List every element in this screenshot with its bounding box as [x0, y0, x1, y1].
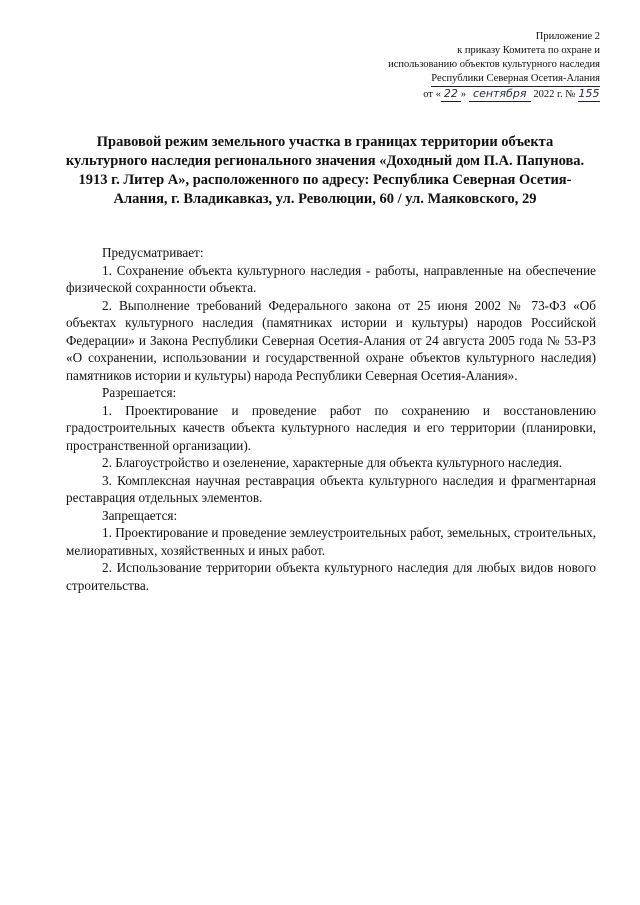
paragraph: 1. Проектирование и проведение работ по сохранению и восстановлению градостроительных качеств объекта культурного наследия и его территории (планировки, пространственной организации).	[66, 402, 596, 453]
republic-name	[320, 72, 600, 87]
order-reference: к приказу Комитета по охране и	[457, 45, 600, 56]
order-month: сентября	[469, 87, 531, 102]
date-mid: »	[460, 89, 467, 100]
date-prefix: от «	[423, 89, 441, 100]
order-year: 2022 г. №	[533, 89, 576, 100]
order-day: 22	[441, 87, 461, 102]
appendix-header	[320, 30, 600, 102]
paragraph: 2. Использование территории объекта культурного наследия для любых видов нового строительства.	[66, 560, 596, 593]
order-number: 155	[578, 87, 600, 100]
paragraph: 1. Сохранение объекта культурного наследия - работы, направленные на обеспечение физической сохранности объекта.	[66, 262, 596, 295]
paragraph: 2. Благоустройство и озеленение, характерные для объекта культурного наследия.	[102, 455, 563, 470]
paragraph: 2. Выполнение требований Федерального закона от 25 июня 2002 № 73-ФЗ «Об объектах культурного наследия (памятниках истории и культуры) народов Российской Федерации» и Закона Республики Северная Осетия-Алания от 24 августа 2005 года № 53-РЗ «О сохранении, использовании и государственной охране объектов культурного наследия) памятников истории и культуры) народа Республики Северная Осетия-Алания».	[66, 297, 596, 383]
section-heading-permitted: Разрешается:	[102, 385, 177, 400]
appendix-number: Приложение 2	[535, 31, 600, 42]
committee-name: использованию объектов культурного наследия	[388, 59, 600, 70]
order-date-line	[320, 87, 600, 102]
section-heading-provides: Предусматривает:	[102, 245, 204, 260]
document-body	[66, 244, 596, 594]
paragraph: 3. Комплексная научная реставрация объекта культурного наследия и фрагментарная реставрация отдельных элементов.	[66, 472, 596, 505]
section-heading-prohibited: Запрещается:	[102, 507, 178, 523]
document-title: Правовой режим земельного участка в границах территории объекта культурного наследия регионального значения «Доходный дом П.А. Папунова. 1913 г. Литер А», расположенного по адресу: Республика Северная Осетия-Алания, г. Владикавказ, ул. Революции, 60 / ул. Маяковского, 29	[65, 134, 585, 207]
paragraph: 1. Проектирование и проведение землеустроительных работ, земельных, строительных, мелиоративных, хозяйственных и иных работ.	[66, 525, 596, 558]
republic-name-text: Республики Северная Осетия-Алания	[431, 72, 600, 87]
